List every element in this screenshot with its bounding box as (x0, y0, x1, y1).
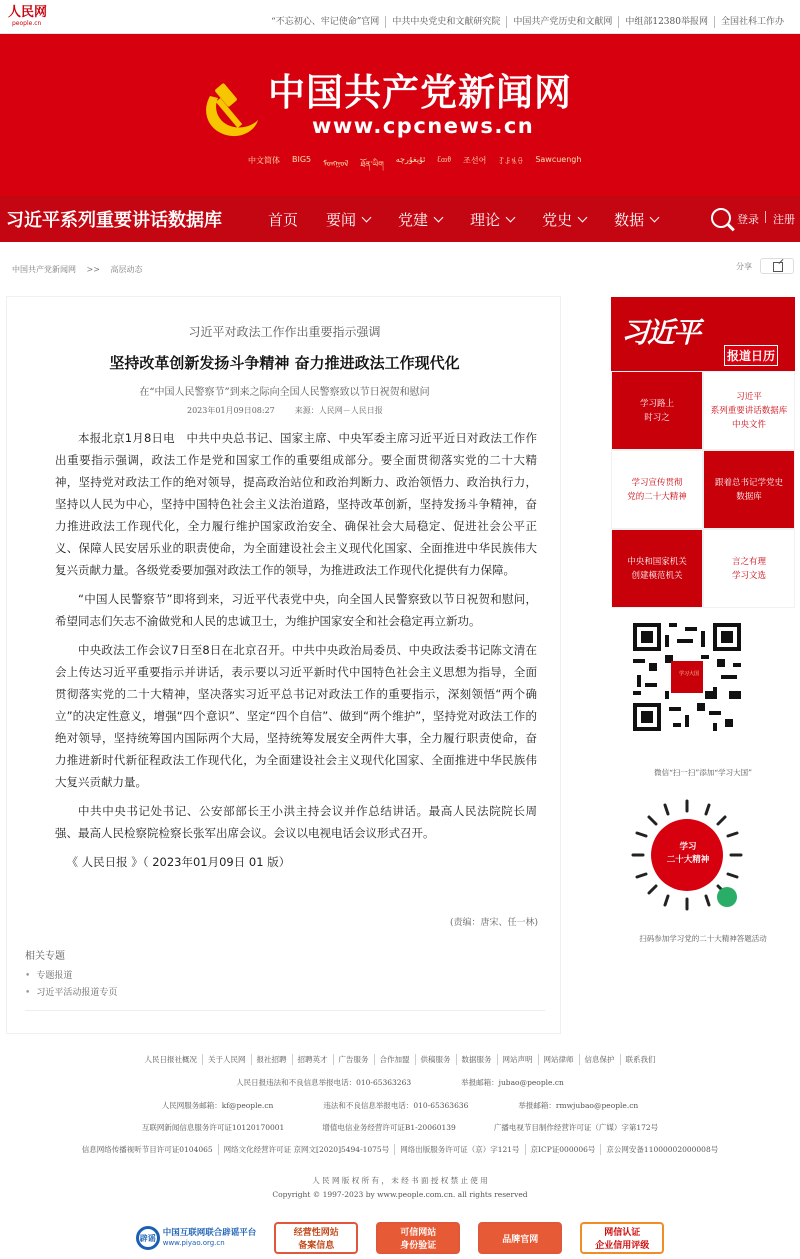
copyright-cn: 人 民 网 版 权 所 有 ， 未 经 书 面 授 权 禁 止 使 用 (312, 1176, 488, 1185)
lang-link[interactable]: ئۇيغۇرچە (395, 155, 426, 164)
footer-links (0, 1054, 800, 1065)
nav-item-theory[interactable] (470, 209, 514, 230)
article-title: 坚持改革创新发扬斗争精神 奋力推进政法工作现代化 (109, 354, 460, 372)
footer-line (0, 1077, 800, 1088)
footer-link[interactable]: 招聘英才 (292, 1054, 333, 1065)
people-logo[interactable] (8, 6, 68, 30)
chevron-down-icon (578, 212, 588, 222)
article-paragraph: 本报北京1月8日电 中共中央总书记、国家主席、中央军委主席习近平近日对政法工作作出重要指示强调，政法工作是党和国家工作的重要组成部分。要全面贯彻落实党的二十大精神，坚持党对政法工作的绝对领导，提高政治站位和政治判断力、政治领悟力、政治执行力，坚持以人民为中心，坚持中国特色社会主义法治道路，坚持改革创新，坚持发扬斗争精神，奋力推进政法工作现代化，全力履行维护国家政治安全、确保社会大局稳定、促进社会公平正义、保障人民安居乐业的职责使命，为全面建设社会主义现代化国家、全面推进中华民族伟大复兴贡献力量。各级党委要加强对政法工作的领导，为推进政法工作现代化提供有力保障。 (55, 431, 537, 577)
article-pretitle: 习近平对政法工作作出重要指示强调 (188, 325, 381, 339)
divider (765, 211, 766, 223)
report-calendar-banner[interactable] (611, 297, 795, 371)
lang-link[interactable]: ᦷᦎᦲ (437, 155, 452, 164)
chevron-down-icon (650, 212, 660, 222)
copyright-en: Copyright © 1997-2023 by www.people.com.cn. all rights reserved (272, 1190, 528, 1199)
top-link[interactable]: 中国共产党历史和文献网 (506, 16, 618, 28)
nav-label: 理论 (470, 210, 501, 229)
footer-link[interactable]: 网站律师 (538, 1054, 579, 1065)
footer-line (0, 1175, 800, 1186)
footer-line (0, 1122, 800, 1133)
nav-item-data[interactable] (614, 209, 658, 230)
footer-line (0, 1144, 800, 1155)
main-nav (0, 196, 800, 242)
qr-center-label: 学习大国 (678, 671, 699, 677)
hammer-sickle-icon (196, 74, 262, 140)
trusted-site-badge[interactable]: 可信网站 身份验证 (376, 1222, 460, 1254)
sidebar (611, 297, 795, 950)
footer-text[interactable]: 网络出版服务许可证（京）字121号 (394, 1144, 524, 1155)
sidebar-grid (611, 371, 795, 608)
breadcrumb-sep: >> (86, 265, 100, 274)
report-calendar-label: 报道日历 (724, 345, 778, 366)
article-body (55, 427, 537, 880)
nav-item-news[interactable] (326, 209, 370, 230)
footer-link[interactable]: 信息保护 (579, 1054, 620, 1065)
footer-text: 人民网服务邮箱：kf@people.cn (161, 1101, 274, 1110)
related-link[interactable]: • 专题报道 (25, 968, 545, 985)
footer-text: 人民日报违法和不良信息举报电话：010-65363263 (236, 1078, 412, 1087)
footer-link[interactable]: 人民日报社概况 (144, 1055, 197, 1064)
piyao-text (163, 1228, 257, 1248)
article-date: 2023年01月09日08:27 (187, 406, 275, 415)
article-paragraph: 中共中央书记处书记、公安部部长王小洪主持会议并作总结讲话。最高人民法院院长周强、最高人民检察院检察长张军出席会议。会议以电视电话会议形式召开。 (55, 804, 537, 840)
article-paragraph: “中国人民警察节”即将到来，习近平代表党中央，向全国人民警察致以节日祝贺和慰问，希望同志们矢志不渝做党和人民的忠诚卫士，为维护国家安全和社会稳定再立新功。 (55, 592, 537, 628)
chevron-down-icon (434, 212, 444, 222)
share-label: 分享 (736, 261, 752, 271)
share-area (736, 258, 794, 274)
footer-link[interactable]: 关于人民网 (202, 1054, 251, 1065)
top-link[interactable]: 中共中央党史和文献研究院 (385, 16, 506, 28)
piyao-badge[interactable] (136, 1222, 257, 1254)
register-link[interactable]: 注册 (773, 213, 795, 226)
credit-rating-badge[interactable]: 网信认证 企业信用评级 (580, 1222, 664, 1254)
footer-line (0, 1190, 800, 1199)
lang-link[interactable]: Sawcuengh (535, 155, 582, 164)
logo-text: 人民网 (8, 5, 48, 20)
site-banner (0, 34, 800, 196)
nav-label: 要闻 (326, 210, 357, 229)
site-title: 中国共产党新闻网 (268, 71, 572, 114)
top-link[interactable]: 全国社科工作办 (714, 16, 790, 28)
article-meta (187, 405, 383, 416)
piyao-url: www.piyao.org.cn (162, 1239, 225, 1247)
logo-domain: people.cn (12, 20, 42, 27)
nav-item-home[interactable] (268, 209, 298, 230)
lang-link[interactable]: 조선어 (463, 156, 487, 165)
search-icon[interactable] (711, 208, 731, 228)
footer-link[interactable]: 联系我们 (620, 1054, 661, 1065)
lang-link[interactable]: ཐོན་ཡིག (360, 160, 384, 169)
top-links (265, 16, 790, 28)
share-icon[interactable] (760, 258, 794, 274)
sidebar-tile[interactable]: 学习路上 时习之 (611, 371, 703, 450)
footer-line (0, 1100, 800, 1111)
qr-caption: 微信“扫一扫”添加“学习大国” (654, 768, 752, 777)
footer-text[interactable]: 京公网安备11000002000008号 (600, 1144, 723, 1155)
top-link[interactable]: 中组部12380举报网 (618, 16, 714, 28)
nav-label: 首页 (268, 210, 299, 229)
language-links (248, 155, 581, 178)
footer-link[interactable]: 报社招聘 (251, 1054, 292, 1065)
lang-link[interactable]: ᠮᠣᠩᠭᠣᠯ (323, 159, 349, 168)
footer-text[interactable]: 京ICP证000006号 (525, 1144, 601, 1155)
footer-link[interactable]: 供稿服务 (415, 1054, 456, 1065)
piyao-icon: 辟谣 (136, 1226, 160, 1250)
lang-link[interactable]: BIG5 (292, 155, 312, 164)
nav-item-party[interactable] (398, 209, 442, 230)
article-source-line: 《 人民日报 》（ 2023年01月09日 01 版） (66, 855, 291, 869)
sidebar-tile[interactable]: 习近平 系列重要讲话数据库 中央文件 (703, 371, 795, 450)
breadcrumb-section[interactable]: 高层动态 (110, 265, 143, 274)
article-editor: (责编：唐宋、任一林) (449, 918, 538, 928)
top-bar (0, 0, 800, 34)
footer-text[interactable]: 网络文化经营许可证 京网文[2020]5494-1075号 (218, 1144, 395, 1155)
footer-text: 举报邮箱：jubao@people.cn (461, 1078, 564, 1087)
piyao-name: 中国互联网联合辟谣平台 (162, 1228, 257, 1238)
footer-link[interactable]: 合作加盟 (374, 1054, 415, 1065)
chevron-down-icon (362, 212, 372, 222)
site-url: www.cpcnews.cn (312, 114, 535, 138)
qr-code-image (629, 619, 745, 735)
nav-label: 数据 (614, 210, 645, 229)
sidebar-tile[interactable]: 言之有理 学习文选 (703, 529, 795, 608)
breadcrumb (12, 264, 143, 275)
related-link[interactable]: • 习近平活动报道专页 (25, 985, 545, 1002)
footer-text[interactable]: 互联网新闻信息服务许可证10120170001 (141, 1123, 285, 1132)
related-topics (25, 947, 545, 1011)
database-title[interactable]: 习近平系列重要讲话数据库 (6, 210, 222, 231)
chevron-down-icon (506, 212, 516, 222)
login-link[interactable]: 登录 (737, 213, 759, 226)
nav-label: 党史 (542, 210, 573, 229)
footer-link[interactable]: 广告服务 (333, 1054, 374, 1065)
lang-link[interactable]: 中文简体 (248, 156, 280, 165)
mini-program-center-label: 学习 二十大精神 (666, 842, 710, 865)
footer-text: 违法和不良信息举报电话：010-65363636 (323, 1101, 469, 1110)
footer-text: 举报邮箱：rmwjubao@people.cn (518, 1101, 639, 1110)
sidebar-tile[interactable]: 跟着总书记学党史 数据库 (703, 450, 795, 529)
lang-link[interactable]: ꆈꌠꁱꂷ (498, 157, 524, 166)
related-heading: 相关专题 (25, 951, 65, 962)
brand-site-badge[interactable]: 品牌官网 (478, 1222, 562, 1254)
sidebar-tile[interactable]: 学习宣传贯彻 党的二十大精神 (611, 450, 703, 529)
footer-link[interactable]: 网站声明 (497, 1054, 538, 1065)
footer-text[interactable]: 信息网络传播视听节目许可证0104065 (81, 1145, 213, 1154)
calligraphy-title: 习近平 (621, 316, 700, 349)
business-record-badge[interactable]: 经营性网站 备案信息 (274, 1222, 358, 1254)
nav-label: 党建 (398, 210, 429, 229)
certification-badges (0, 1222, 800, 1254)
article-paragraph: 中央政法工作会议7日至8日在北京召开。中共中央政治局委员、中央政法委书记陈文清在会上传达习近平重要指示并讲话，表示要以习近平新时代中国特色社会主义思想为指导，全面贯彻落实党的二十大精神，坚决落实习近平总书记对政法工作的重要指示，深刻领悟“两个确立”的决定性意义，增强“四个意识”、坚定“四个自信”、做到“两个维护”，坚持党对政法工作的绝对领导，坚持统筹国内国际两个大局，坚持统筹发展安全两件大事，全力履行职责使命，奋力推进新时代新征程政法工作现代化，为全面建设社会主义现代化国家、全面推进中华民族伟大复兴贡献力量。 (55, 643, 537, 789)
mini-program-caption: 扫码参加学习党的二十大精神答题活动 (639, 934, 767, 943)
article-subtitle: 在“中国人民警察节”到来之际向全国人民警察致以节日祝贺和慰问 (139, 387, 430, 398)
sidebar-tile[interactable]: 中央和国家机关 创建模范机关 (611, 529, 703, 608)
footer-text[interactable]: 广播电视节目制作经营许可证（广媒）字第172号 (493, 1123, 659, 1132)
footer-link[interactable]: 数据服务 (456, 1054, 497, 1065)
breadcrumb-home[interactable]: 中国共产党新闻网 (12, 265, 76, 274)
footer-text[interactable]: 增值电信业务经营许可证B1-20060139 (322, 1123, 456, 1132)
top-link[interactable]: “不忘初心、牢记使命”官网 (271, 17, 380, 27)
nav-item-history[interactable] (542, 209, 586, 230)
article-source[interactable]: 来源：人民网－人民日报 (294, 406, 383, 415)
article (6, 296, 561, 1034)
